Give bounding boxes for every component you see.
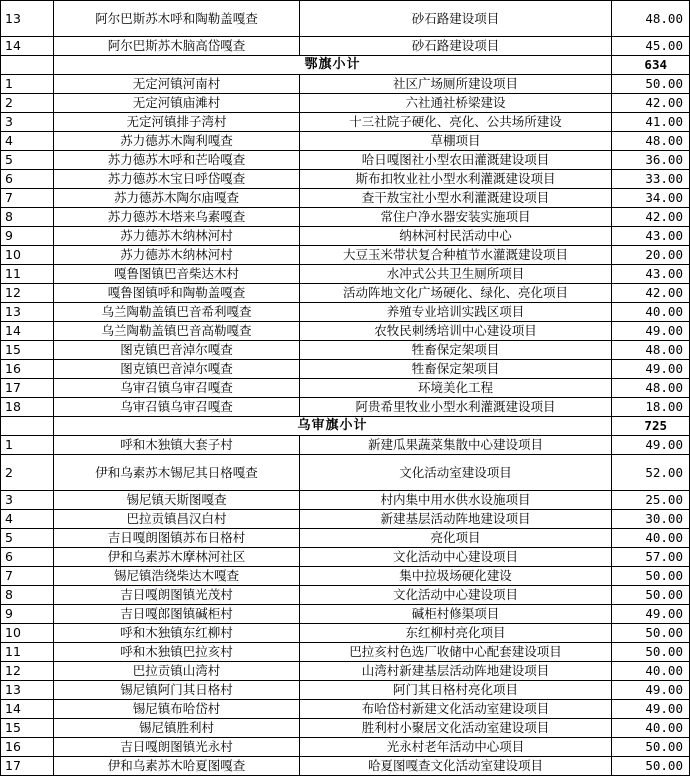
row-number: 3 [1,113,54,132]
table-row [1,151,690,170]
project-name: 光永村老年活动中心项目 [300,738,612,757]
table-row [1,510,690,529]
fund-amount: 48.00 [612,379,690,398]
fund-amount: 40.00 [612,529,690,548]
fund-amount: 52.00 [612,455,690,491]
row-number: 14 [1,37,54,56]
village-name: 嘎鲁图镇呼和陶勒盖嘎查 [54,284,300,303]
table-row [1,284,690,303]
row-number: 12 [1,284,54,303]
fund-amount: 50.00 [612,757,690,776]
project-name: 斯布扣牧业社小型水利灌溉建设项目 [300,170,612,189]
table-row [1,436,690,455]
table-row [1,700,690,719]
project-name: 村内集中用水供水设施项目 [300,491,612,510]
project-name: 新建瓜果蔬菜集散中心建设项目 [300,436,612,455]
fund-amount: 57.00 [612,548,690,567]
row-number: 2 [1,94,54,113]
project-name: 文化活动中心建设项目 [300,548,612,567]
fund-amount: 49.00 [612,681,690,700]
village-name: 苏力德苏木陶尔庙嘎查 [54,189,300,208]
project-name: 草棚项目 [300,132,612,151]
project-name: 六社通社桥梁建设 [300,94,612,113]
table-row [1,1,690,37]
project-name: 牲畜保定架项目 [300,360,612,379]
project-name: 阿贵希里牧业小型水利灌溉建设项目 [300,398,612,417]
row-number: 13 [1,681,54,700]
table-row [1,227,690,246]
project-name: 碱柜村修渠项目 [300,605,612,624]
village-name: 图克镇巴音淖尔嘎查 [54,360,300,379]
village-name: 呼和木独镇东红柳村 [54,624,300,643]
table-row [1,170,690,189]
village-name: 锡尼镇布哈岱村 [54,700,300,719]
village-name: 乌审召镇乌审召嘎查 [54,379,300,398]
village-name: 苏力德苏木纳林河村 [54,227,300,246]
subtotal-blank-cell [1,56,54,75]
row-number: 10 [1,624,54,643]
fund-amount: 50.00 [612,567,690,586]
row-number: 2 [1,455,54,491]
row-number: 11 [1,265,54,284]
subtotal-row-etuoke [1,56,690,75]
table-row [1,246,690,265]
project-name: 纳林河村民活动中心 [300,227,612,246]
table-row [1,265,690,284]
fund-amount: 40.00 [612,662,690,681]
table-row [1,681,690,700]
row-number: 13 [1,1,54,37]
fund-amount: 41.00 [612,113,690,132]
subtotal-amount: 725 [612,417,690,436]
fund-amount: 34.00 [612,189,690,208]
project-name: 巴拉亥村色选厂收储中心配套建设项目 [300,643,612,662]
fund-amount: 43.00 [612,227,690,246]
fund-amount: 45.00 [612,37,690,56]
village-name: 图克镇巴音淖尔嘎查 [54,341,300,360]
village-name: 苏力德苏木呼和芒哈嘎查 [54,151,300,170]
village-name: 苏力德苏木塔来乌素嘎查 [54,208,300,227]
row-number: 1 [1,436,54,455]
project-name: 亮化项目 [300,529,612,548]
village-name: 乌审召镇乌审召嘎查 [54,398,300,417]
table-row [1,719,690,738]
row-number: 14 [1,322,54,341]
fund-amount: 36.00 [612,151,690,170]
row-number: 15 [1,719,54,738]
village-name: 伊和乌素苏木锡尼其日格嘎查 [54,455,300,491]
row-number: 5 [1,529,54,548]
project-name: 集中拉圾场硬化建设 [300,567,612,586]
row-number: 6 [1,170,54,189]
project-name: 社区广场厕所建设项目 [300,75,612,94]
project-name: 哈夏图嘎查文化活动室建设项目 [300,757,612,776]
fund-amount: 48.00 [612,1,690,37]
row-number: 17 [1,757,54,776]
project-name: 环境美化工程 [300,379,612,398]
project-name: 东红柳村亮化项目 [300,624,612,643]
fund-amount: 49.00 [612,700,690,719]
fund-amount: 33.00 [612,170,690,189]
table-row [1,643,690,662]
table-row [1,322,690,341]
village-name: 嘎鲁图镇巴音柴达木村 [54,265,300,284]
village-name: 伊和乌素苏木哈夏图嘎查 [54,757,300,776]
project-name: 活动阵地文化广场硬化、绿化、亮化项目 [300,284,612,303]
project-name: 文化活动中心建设项目 [300,586,612,605]
fund-amount: 42.00 [612,208,690,227]
project-name: 阿门其日格村亮化项目 [300,681,612,700]
row-number: 11 [1,643,54,662]
village-name: 无定河镇庙滩村 [54,94,300,113]
fund-amount: 50.00 [612,643,690,662]
project-name: 哈日嘎图社小型农田灌溉建设项目 [300,151,612,170]
row-number: 9 [1,227,54,246]
village-name: 吉日嘎朗图镇苏布日格村 [54,529,300,548]
village-name: 锡尼镇胜利村 [54,719,300,738]
table-row [1,529,690,548]
table-row [1,189,690,208]
table-row [1,94,690,113]
fund-amount: 49.00 [612,605,690,624]
project-name: 查干敖宝社小型水利灌溉建设项目 [300,189,612,208]
row-number: 8 [1,208,54,227]
fund-amount: 50.00 [612,624,690,643]
village-name: 巴拉贡镇山湾村 [54,662,300,681]
fund-amount: 42.00 [612,94,690,113]
subtotal-row-wushen [1,417,690,436]
village-name: 伊和乌素苏木摩林河社区 [54,548,300,567]
project-name: 布哈岱村新建文化活动室建设项目 [300,700,612,719]
project-name: 胜利村小聚居文化活动室建设项目 [300,719,612,738]
table-row [1,738,690,757]
row-number: 3 [1,491,54,510]
table-row [1,398,690,417]
project-name: 山湾村新建基层活动阵地建设项目 [300,662,612,681]
table-row [1,303,690,322]
fund-amount: 48.00 [612,132,690,151]
village-name: 吉日嘎朗图镇光茂村 [54,586,300,605]
village-name: 苏力德苏木纳林河村 [54,246,300,265]
table-row [1,37,690,56]
project-name: 农牧民刺绣培训中心建设项目 [300,322,612,341]
row-number: 6 [1,548,54,567]
village-name: 无定河镇河南村 [54,75,300,94]
village-name: 阿尔巴斯苏木呼和陶勒盖嘎查 [54,1,300,37]
row-number: 18 [1,398,54,417]
table-row [1,624,690,643]
fund-amount: 42.00 [612,284,690,303]
project-name: 砂石路建设项目 [300,1,612,37]
village-name: 锡尼镇浩绕柴达木嘎查 [54,567,300,586]
project-name: 水冲式公共卫生厕所项目 [300,265,612,284]
village-name: 巴拉贡镇昌汉白村 [54,510,300,529]
table-row [1,757,690,776]
village-name: 苏力德苏木陶利嘎查 [54,132,300,151]
row-number: 5 [1,151,54,170]
table-row [1,208,690,227]
fund-amount: 50.00 [612,75,690,94]
table-row [1,455,690,491]
subtotal-label: 鄂旗小计 [54,56,612,75]
subtotal-amount: 634 [612,56,690,75]
village-name: 呼和木独镇大套子村 [54,436,300,455]
project-name: 文化活动室建设项目 [300,455,612,491]
project-name: 常住户净水器安装实施项目 [300,208,612,227]
fund-amount: 50.00 [612,738,690,757]
table-row [1,567,690,586]
fund-amount: 49.00 [612,322,690,341]
fund-amount: 49.00 [612,436,690,455]
fund-amount: 43.00 [612,265,690,284]
table-row [1,379,690,398]
fund-amount: 25.00 [612,491,690,510]
table-row [1,586,690,605]
village-name: 苏力德苏木宝日呼岱嘎查 [54,170,300,189]
table-row [1,491,690,510]
fund-amount: 40.00 [612,303,690,322]
subtotal-blank-cell [1,417,54,436]
row-number: 7 [1,189,54,208]
village-name: 阿尔巴斯苏木脑高岱嘎查 [54,37,300,56]
project-name: 养殖专业培训实践区项目 [300,303,612,322]
table-row [1,605,690,624]
fund-amount: 30.00 [612,510,690,529]
table-row [1,662,690,681]
table-row [1,548,690,567]
row-number: 17 [1,379,54,398]
row-number: 14 [1,700,54,719]
fund-amount: 50.00 [612,586,690,605]
row-number: 16 [1,360,54,379]
village-name: 无定河镇排子湾村 [54,113,300,132]
village-name: 吉日嘎郎图镇碱柜村 [54,605,300,624]
table-row [1,132,690,151]
project-name: 新建基层活动阵地建设项目 [300,510,612,529]
village-name: 乌兰陶勒盖镇巴音高勒嘎查 [54,322,300,341]
row-number: 7 [1,567,54,586]
project-name: 砂石路建设项目 [300,37,612,56]
row-number: 9 [1,605,54,624]
village-name: 锡尼镇阿门其日格村 [54,681,300,700]
row-number: 8 [1,586,54,605]
table-body [1,1,690,776]
row-number: 4 [1,132,54,151]
row-number: 16 [1,738,54,757]
table-row [1,360,690,379]
table-row [1,75,690,94]
row-number: 12 [1,662,54,681]
project-name: 十三社院子硬化、亮化、公共场所建设 [300,113,612,132]
fund-amount: 18.00 [612,398,690,417]
row-number: 13 [1,303,54,322]
fund-amount: 49.00 [612,360,690,379]
row-number: 4 [1,510,54,529]
village-name: 锡尼镇天斯图嘎查 [54,491,300,510]
row-number: 1 [1,75,54,94]
subtotal-label: 乌审旗小计 [54,417,612,436]
fund-amount: 48.00 [612,341,690,360]
fund-amount: 40.00 [612,719,690,738]
row-number: 10 [1,246,54,265]
table-row [1,341,690,360]
row-number: 15 [1,341,54,360]
village-name: 吉日嘎朗图镇光永村 [54,738,300,757]
project-name: 牲畜保定架项目 [300,341,612,360]
village-name: 乌兰陶勒盖镇巴音希利嘎查 [54,303,300,322]
project-name: 大豆玉米带状复合种植节水灌溉建设项目 [300,246,612,265]
village-name: 呼和木独镇巴拉亥村 [54,643,300,662]
fund-amount: 20.00 [612,246,690,265]
table-row [1,113,690,132]
